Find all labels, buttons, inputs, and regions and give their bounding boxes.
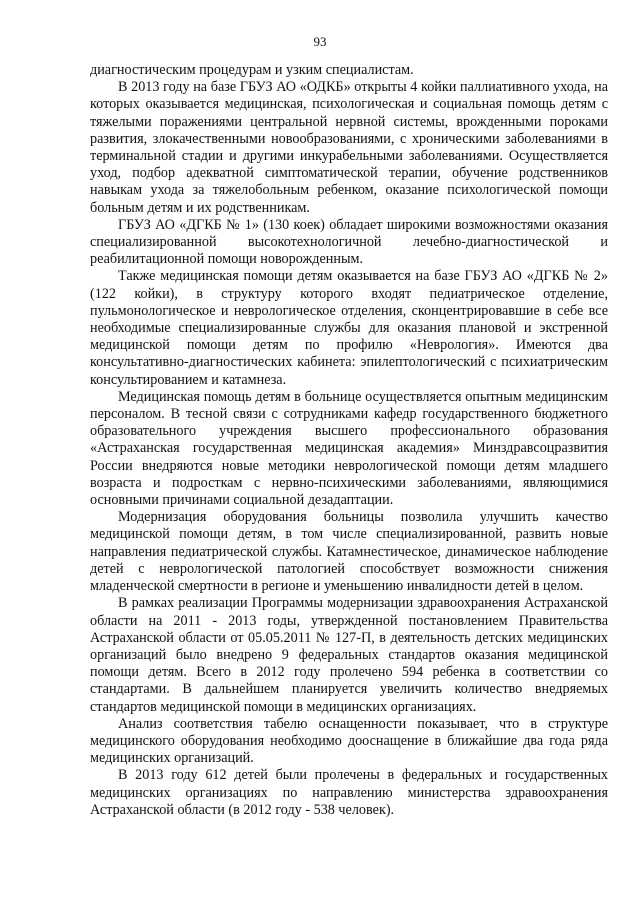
- body-text: [90, 62, 608, 819]
- paragraph-modernization: Модернизация оборудования больницы позволила улучшить качество медицинской помощи детям, в том числе специализированной, развить новые направления педиатрической службы. Катамнестическое, динамическое наблюдение детей с неврологической патологией способствует возможности снижения младенческой смертности в регионе и уменьшению инвалидности детей в целом.: [90, 509, 608, 595]
- paragraph-program: В рамках реализации Программы модернизации здравоохранения Астраханской области на 2011 - 2013 годы, утвержденной постановлением Правительства Астраханской области от 05.05.2011 № 127-П, в деятельность детских медицинских организаций было внедрено 9 федеральных стандартов оказания медицинской помощи детям. Всего в 2012 году пролечено 594 ребенка в соответствии со стандартами. В дальнейшем планируется увеличить количество внедряемых стандартов медицинской помощи в медицинских организациях.: [90, 595, 608, 715]
- paragraph-equipment: Анализ соответствия табелю оснащенности показывает, что в структуре медицинского оборудования необходимо дооснащение в ближайшие два года ряда медицинских организаций.: [90, 715, 608, 767]
- paragraph-palliative-care: В 2013 году на базе ГБУЗ АО «ОДКБ» открыты 4 койки паллиативного ухода, на которых оказывается медицинская, психологическая и социальная помощь детям с тяжелыми поражениями центральной нервной системы, врожденными пороками развития, злокачественными новообразованиями, с хроническими заболеваниями в терминальной стадии и другими инкурабельными заболеваниями. Осуществляется уход, подбор адекватной симптоматической терапии, обучение родственников навыкам ухода за тяжелобольным ребенком, оказание психологической помощи больным детям и их родственникам.: [90, 79, 608, 216]
- paragraph-dgkb-1: ГБУЗ АО «ДГКБ № 1» (130 коек) обладает широкими возможностями оказания специализированной высокотехнологичной лечебно-диагностической и реабилитационной помощи новорожденным.: [90, 216, 608, 268]
- page-number: 93: [313, 34, 327, 49]
- paragraph-continuation: диагностическим процедурам и узким специалистам.: [90, 62, 414, 78]
- paragraph-dgkb-2: Также медицинская помощи детям оказывается на базе ГБУЗ АО «ДГКБ № 2» (122 койки), в структуру которого входят педиатрическое отделение, пульмонологическое и неврологическое отделения, сконцентрировавшие в себе все необходимые специализированные службы для оказания плановой и экстренной медицинской помощи детям по профилю «Неврология». Имеются два консультативно-диагностических кабинета: эпилептологический с психиатрическим консультированием и катамнеза.: [90, 268, 608, 388]
- paragraph-staff: Медицинская помощь детям в больнице осуществляется опытным медицинским персоналом. В тесной связи с сотрудниками кафедр государственного бюджетного образовательного учреждения высшего профессионального образования «Астраханская государственная медицинская академия» Минздравсоцразвития России внедряются новые методики неврологической помощи детям младшего возраста и подросткам с нервно-психическими заболеваниями, являющимися основными причинами социальной дезадаптации.: [90, 388, 608, 509]
- paragraph-treatment-stats: В 2013 году 612 детей были пролечены в федеральных и государственных медицинских организациях по направлению министерства здравоохранения Астраханской области (в 2012 году - 538 человек).: [90, 767, 608, 818]
